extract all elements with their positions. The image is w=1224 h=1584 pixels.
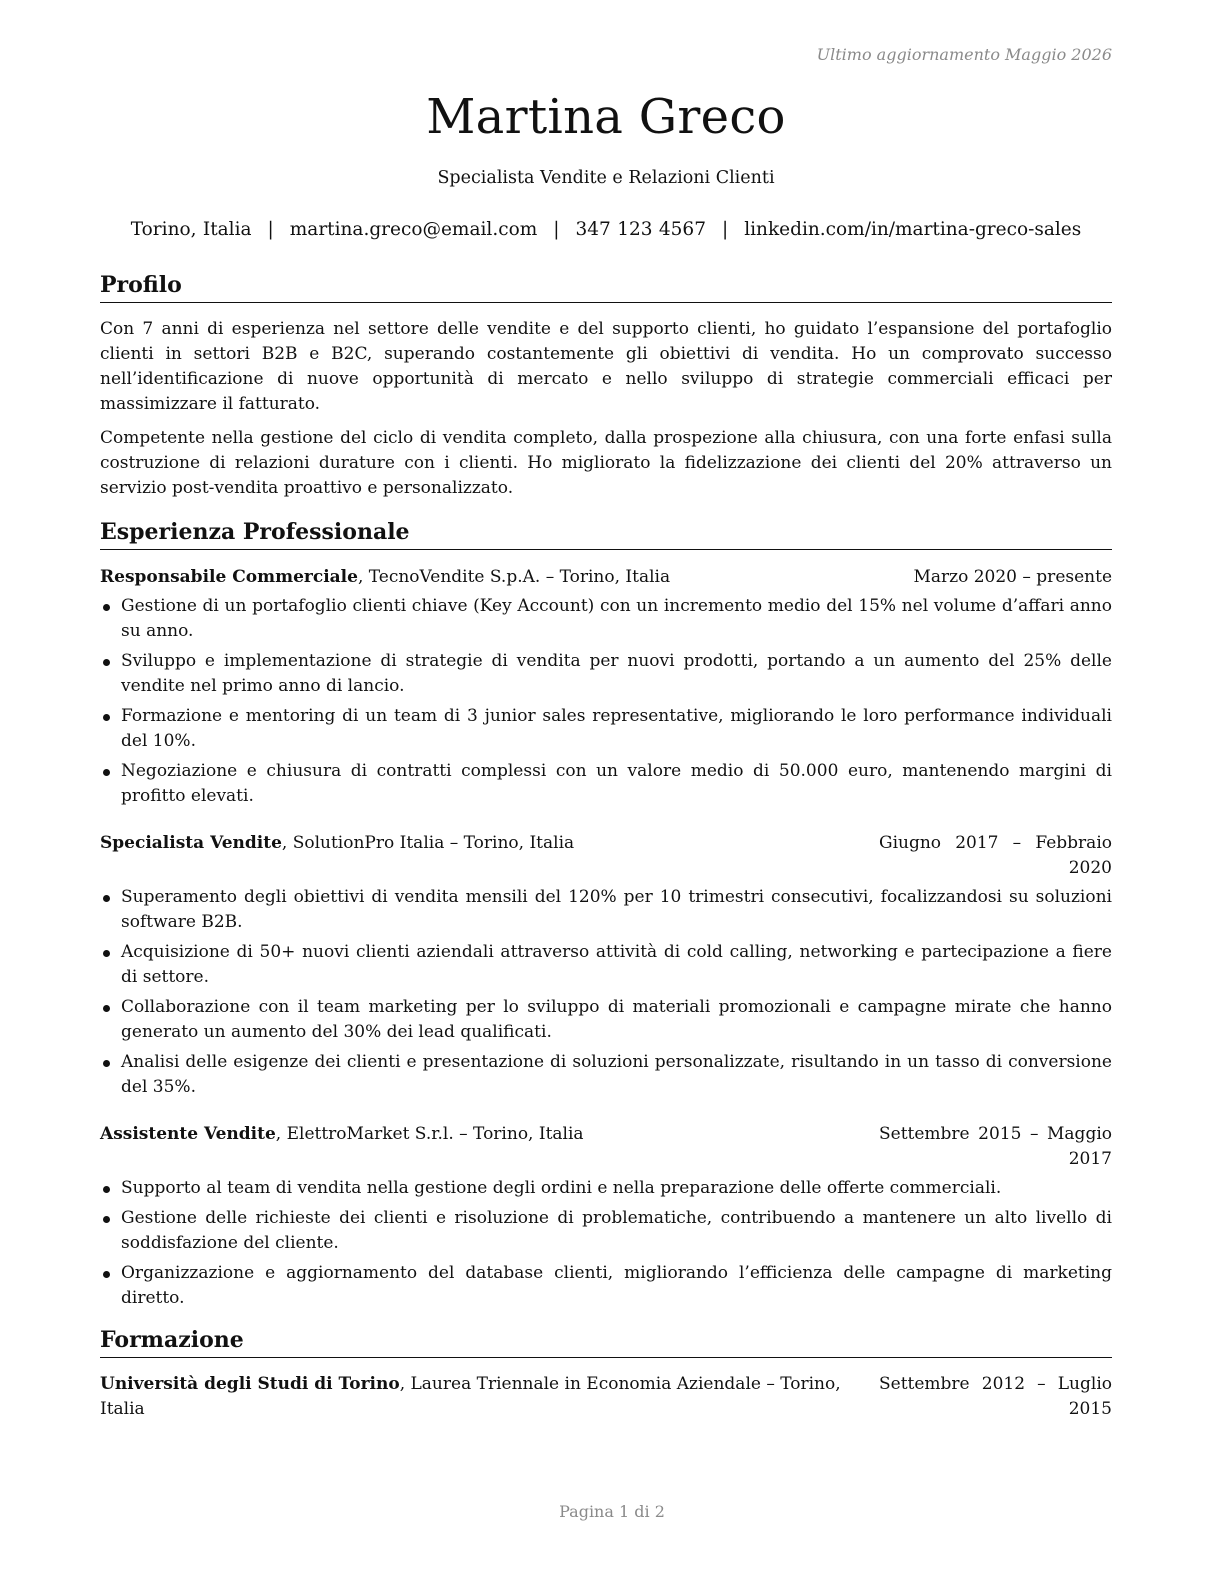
bullet-icon [103, 769, 110, 776]
section-title-profile: Profilo [100, 270, 1112, 303]
bullet-icon [103, 659, 110, 666]
page-number: Pagina 1 di 2 [559, 1502, 665, 1521]
contact-line [100, 219, 1112, 240]
bullet-text: Gestione delle richieste dei clienti e risoluzione di problematiche, contribuendo a mantenere un alto livello di soddisfazione del cliente. [121, 1208, 1112, 1253]
bullet-text: Supporto al team di vendita nella gestione degli ordini e nella preparazione delle offerte commerciali. [121, 1178, 1002, 1198]
profile-paragraph: Competente nella gestione del ciclo di vendita completo, dalla prospezione alla chiusura, con una forte enfasi sulla costruzione di relazioni durature con i clienti. Ho migliorato la fidelizzazione dei clienti del 20% attraverso un servizio post-vendita proattivo e personalizzato. [100, 428, 1112, 498]
profile-section [100, 270, 1112, 501]
bullet-icon [103, 1186, 110, 1193]
bullet-icon [103, 1060, 110, 1067]
bullet-icon [103, 1216, 110, 1223]
experience-section [100, 517, 1112, 1311]
bullet-icon [103, 1005, 110, 1012]
job-entry [100, 565, 1112, 809]
contact-separator: | [267, 219, 274, 240]
list-item [100, 885, 1112, 935]
profile-paragraph: Con 7 anni di esperienza nel settore delle vendite e del supporto clienti, ho guidato l’espansione del portafoglio clienti in settori B2B e B2C, superando costantemente gli obiettivi di vendita. Ho un comprovato successo nell’identificazione di nuove opportunità di mercato e nello sviluppo di strategie commerciali efficaci per massimizzare il fatturato. [100, 319, 1112, 414]
list-item [100, 759, 1112, 809]
last-updated: Ultimo aggiornamento Maggio 2026 [816, 45, 1112, 64]
bullet-text: Negoziazione e chiusura di contratti complessi con un valore medio di 50.000 euro, mantenendo margini di profitto elevati. [121, 761, 1112, 806]
contact-linkedin[interactable]: linkedin.com/in/martina-greco-sales [744, 219, 1082, 240]
job-role: Responsabile Commerciale [100, 567, 358, 587]
education-details: , Laurea Triennale in Economia Aziendale – Torino, Italia [100, 1374, 841, 1419]
bullet-text: Organizzazione e aggiornamento del database clienti, migliorando l’efficienza delle campagne di marketing diretto. [121, 1263, 1112, 1308]
bullet-icon [103, 895, 110, 902]
bullet-icon [103, 950, 110, 957]
contact-location: Torino, Italia [130, 219, 252, 240]
contact-email[interactable]: martina.greco@email.com [289, 219, 538, 240]
resume-page [100, 0, 1112, 1584]
bullet-text: Gestione di un portafoglio clienti chiave (Key Account) con un incremento medio del 15% nel volume d’affari anno su anno. [121, 596, 1112, 641]
job-dates: Settembre 2015 – Maggio 2017 [879, 1124, 1112, 1169]
job-header [100, 1122, 1112, 1172]
bullet-icon [103, 1271, 110, 1278]
bullet-text: Formazione e mentoring di un team di 3 junior sales representative, migliorando le loro performance individuali del 10%. [121, 706, 1112, 751]
list-item [100, 649, 1112, 699]
job-entry [100, 1122, 1112, 1311]
job-bullets [100, 885, 1112, 1100]
education-dates: Settembre 2012 – Luglio 2015 [879, 1374, 1112, 1419]
candidate-name: Martina Greco [426, 89, 786, 145]
resume-content [100, 270, 1112, 1422]
candidate-subtitle: Specialista Vendite e Relazioni Clienti [437, 168, 775, 188]
bullet-text: Analisi delle esigenze dei clienti e presentazione di soluzioni personalizzate, risultando in un tasso di conversione del 35%. [121, 1052, 1112, 1097]
contact-phone: 347 123 4567 [575, 219, 706, 240]
bullet-icon [103, 714, 110, 721]
job-header [100, 831, 1112, 881]
section-title-education: Formazione [100, 1325, 1112, 1358]
bullet-text: Superamento degli obiettivi di vendita mensili del 120% per 10 trimestri consecutivi, focalizzandosi su soluzioni software B2B. [121, 887, 1112, 932]
job-header [100, 565, 1112, 590]
contact-separator: | [721, 219, 729, 240]
list-item [100, 1261, 1112, 1311]
education-school: Università degli Studi di Torino [100, 1374, 400, 1394]
job-role: Assistente Vendite [100, 1124, 276, 1144]
education-section [100, 1325, 1112, 1422]
job-role: Specialista Vendite [100, 833, 282, 853]
list-item [100, 940, 1112, 990]
list-item [100, 704, 1112, 754]
section-title-experience: Esperienza Professionale [100, 517, 1112, 550]
job-entry [100, 831, 1112, 1100]
job-bullets [100, 1176, 1112, 1311]
list-item [100, 995, 1112, 1045]
bullet-icon [103, 604, 110, 611]
list-item [100, 1050, 1112, 1100]
job-company: , SolutionPro Italia – Torino, Italia [281, 833, 575, 853]
list-item [100, 594, 1112, 644]
job-company: , ElettroMarket S.r.l. – Torino, Italia [275, 1124, 584, 1144]
bullet-text: Collaborazione con il team marketing per lo sviluppo di materiali promozionali e campagne mirate che hanno generato un aumento del 30% dei lead qualificati. [121, 997, 1112, 1042]
job-company: , TecnoVendite S.p.A. – Torino, Italia [357, 567, 671, 587]
job-dates: Marzo 2020 – presente [913, 567, 1112, 587]
job-dates: Giugno 2017 – Febbraio 2020 [879, 833, 1112, 878]
job-bullets [100, 594, 1112, 809]
list-item [100, 1176, 1112, 1201]
bullet-text: Sviluppo e implementazione di strategie di vendita per nuovi prodotti, portando a un aumento del 25% delle vendite nel primo anno di lancio. [121, 651, 1112, 696]
education-entry [100, 1372, 1112, 1422]
list-item [100, 1206, 1112, 1256]
contact-separator: | [553, 219, 560, 240]
bullet-text: Acquisizione di 50+ nuovi clienti aziendali attraverso attività di cold calling, networking e partecipazione a fiere di settore. [121, 942, 1112, 987]
